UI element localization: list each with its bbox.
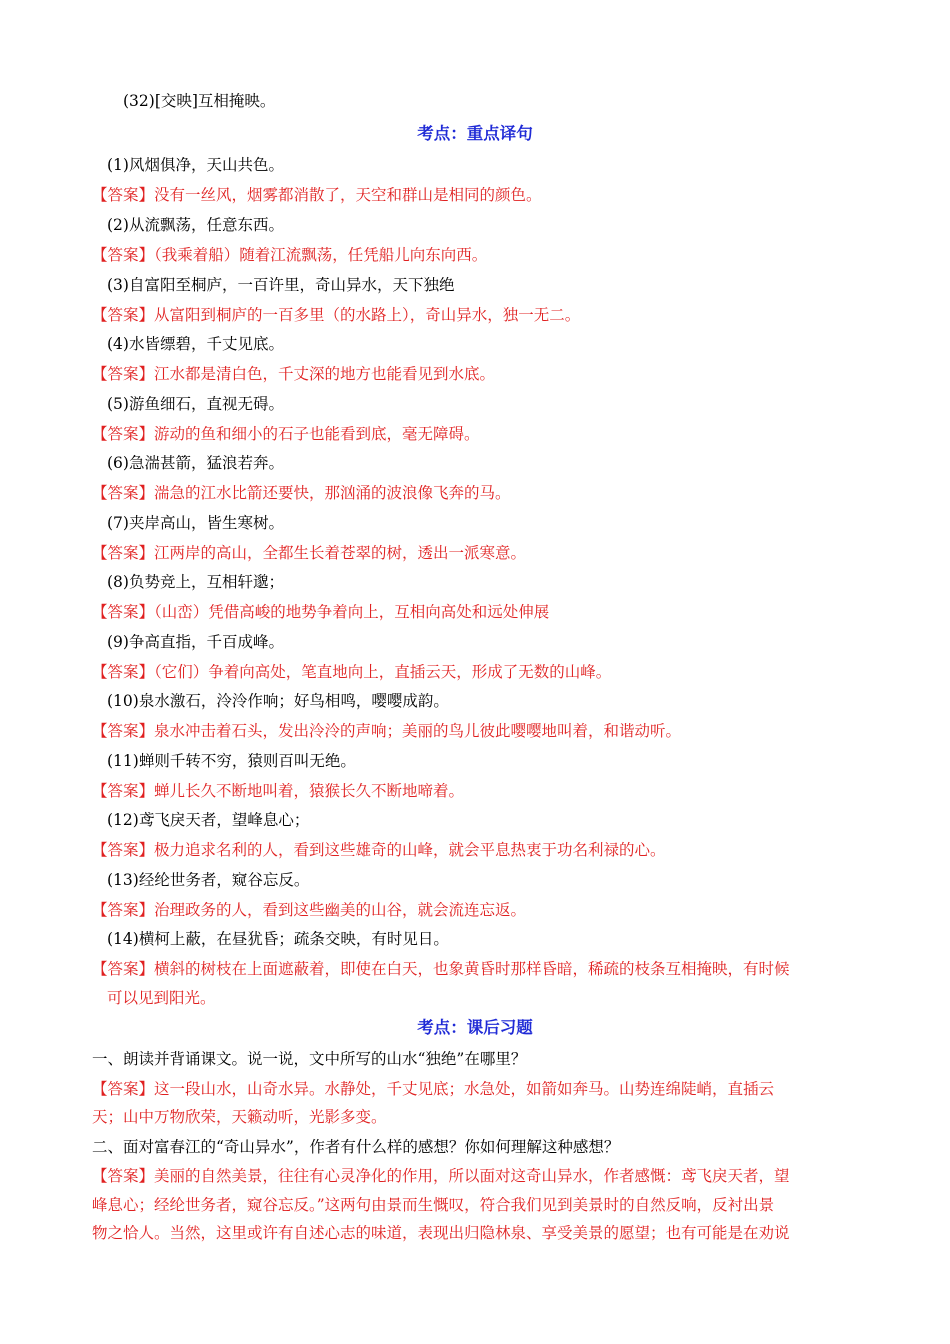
- answer-tag: 【答案】: [92, 782, 155, 800]
- sentence-answer: [92, 959, 790, 979]
- exercise-question: 一、朗读并背诵课文。说一说，文中所写的山水“独绝”在哪里？: [92, 1050, 527, 1068]
- exercise-answer-line: 峰息心；经纶世务者，窥谷忘反。”这两句由景而生慨叹，符合我们见到美景时的自然反响，反衬出景: [92, 1196, 775, 1214]
- answer-tag: 【答案】: [92, 663, 155, 681]
- sentence-question: (10)泉水激石，泠泠作响；好鸟相鸣，嘤嘤成韵。: [107, 692, 449, 710]
- sentence-answer: [92, 424, 480, 444]
- answer-tag: 【答案】: [92, 484, 155, 502]
- answer-text: 江水都是清白色，千丈深的地方也能看见到水底。: [154, 365, 496, 383]
- answer-tag: 【答案】: [92, 603, 155, 621]
- exercise-answer-line: [92, 1166, 790, 1186]
- sentence-answer: [92, 662, 611, 682]
- answer-text: 从富阳到桐庐的一百多里（的水路上），奇山异水，独一无二。: [154, 306, 581, 324]
- sentence-question: (5)游鱼细石，直视无碍。: [107, 395, 284, 413]
- answer-text: 治理政务的人，看到这些幽美的山谷，就会流连忘返。: [154, 901, 527, 919]
- sentence-question: (7)夹岸高山，皆生寒树。: [107, 514, 284, 532]
- answer-text: 蝉儿长久不断地叫着，猿猴长久不断地啼着。: [154, 782, 465, 800]
- sentence-question: (9)争高直指，千百成峰。: [107, 633, 284, 651]
- sentence-question: (3)自富阳至桐庐，一百许里，奇山异水，天下独绝: [107, 276, 455, 294]
- sentence-question: (11)蝉则千转不穷，猿则百叫无绝。: [107, 752, 356, 770]
- sentence-question: (2)从流飘荡，任意东西。: [107, 216, 284, 234]
- answer-text: 湍急的江水比箭还要快，那汹涌的波浪像飞奔的马。: [154, 484, 511, 502]
- section-heading-key-sentences: 考点：重点译句: [417, 124, 533, 143]
- answer-tag: 【答案】: [92, 901, 155, 919]
- answer-text: 游动的鱼和细小的石子也能看到底，毫无障碍。: [154, 425, 480, 443]
- sentence-answer: [92, 781, 464, 801]
- answer-tag: 【答案】: [92, 722, 155, 740]
- answer-text: 泉水冲击着石头，发出泠泠的声响；美丽的鸟儿彼此嘤嘤地叫着，和谐动听。: [154, 722, 682, 740]
- answer-tag: 【答案】: [92, 306, 155, 324]
- section-heading-exercises: 考点：课后习题: [417, 1018, 533, 1037]
- sentence-answer: [92, 602, 549, 622]
- sentence-answer: [92, 840, 666, 860]
- answer-text: 没有一丝风，烟雾都消散了，天空和群山是相同的颜色。: [154, 186, 542, 204]
- sentence-answer: [92, 305, 580, 325]
- answer-text: 美丽的自然美景，往往有心灵净化的作用，所以面对这奇山异水，作者感慨：鸢飞戾天者，望: [154, 1167, 790, 1185]
- exercise-answer-line: 天；山中万物欣荣，天籁动听，光影多变。: [92, 1108, 387, 1126]
- answer-text: 江两岸的高山，全都生长着苍翠的树，透出一派寒意。: [154, 544, 527, 562]
- exercise-question: 二、面对富春江的“奇山异水”，作者有什么样的感想？你如何理解这种感想？: [92, 1138, 620, 1156]
- answer-tag: 【答案】: [92, 425, 155, 443]
- sentence-question: (4)水皆缥碧，千丈见底。: [107, 335, 284, 353]
- answer-tag: 【答案】: [92, 186, 155, 204]
- answer-text: （我乘着船）随着江流飘荡，任凭船儿向东向西。: [154, 246, 488, 264]
- sentence-question: (8)负势竞上，互相轩邈；: [107, 573, 284, 591]
- sentence-answer: [92, 364, 495, 384]
- sentence-question: (6)急湍甚箭，猛浪若奔。: [107, 454, 284, 472]
- answer-text: （它们）争着向高处，笔直地向上，直插云天，形成了无数的山峰。: [154, 663, 612, 681]
- sentence-answer: [92, 185, 542, 205]
- sentence-question: (12)鸢飞戾天者，望峰息心；: [107, 811, 310, 829]
- sentence-answer: [92, 483, 511, 503]
- answer-continuation: 可以见到阳光。: [107, 989, 216, 1007]
- answer-tag: 【答案】: [92, 1080, 155, 1098]
- answer-text: 这一段山水，山奇水异。水静处，千丈见底；水急处，如箭如奔马。山势连绵陡峭，直插云: [154, 1080, 775, 1098]
- sentence-question: (14)横柯上蔽，在昼犹昏；疏条交映，有时见日。: [107, 930, 449, 948]
- answer-text: 横斜的树枝在上面遮蔽着，即使在白天，也象黄昏时那样昏暗，稀疏的枝条互相掩映，有时候: [154, 960, 790, 978]
- sentence-answer: [92, 245, 487, 265]
- sentence-answer: [92, 721, 681, 741]
- answer-tag: 【答案】: [92, 246, 155, 264]
- answer-tag: 【答案】: [92, 841, 155, 859]
- vocab-item-32: (32)[交映]互相掩映。: [123, 92, 276, 110]
- sentence-question: (1)风烟俱净，天山共色。: [107, 156, 284, 174]
- answer-text: 极力追求名利的人，看到这些雄奇的山峰，就会平息热衷于功名利禄的心。: [154, 841, 666, 859]
- sentence-question: (13)经纶世务者，窥谷忘反。: [107, 871, 310, 889]
- answer-tag: 【答案】: [92, 365, 155, 383]
- sentence-answer: [92, 543, 526, 563]
- exercise-answer-line: 物之恰人。当然，这里或许有自述心志的味道，表现出归隐林泉、享受美景的愿望；也有可能是在劝说: [92, 1224, 790, 1242]
- answer-tag: 【答案】: [92, 544, 155, 562]
- answer-tag: 【答案】: [92, 1167, 155, 1185]
- exercise-answer-line: [92, 1079, 774, 1099]
- answer-tag: 【答案】: [92, 960, 155, 978]
- answer-text: （山峦）凭借高峻的地势争着向上，互相向高处和远处伸展: [154, 603, 550, 621]
- sentence-answer: [92, 900, 526, 920]
